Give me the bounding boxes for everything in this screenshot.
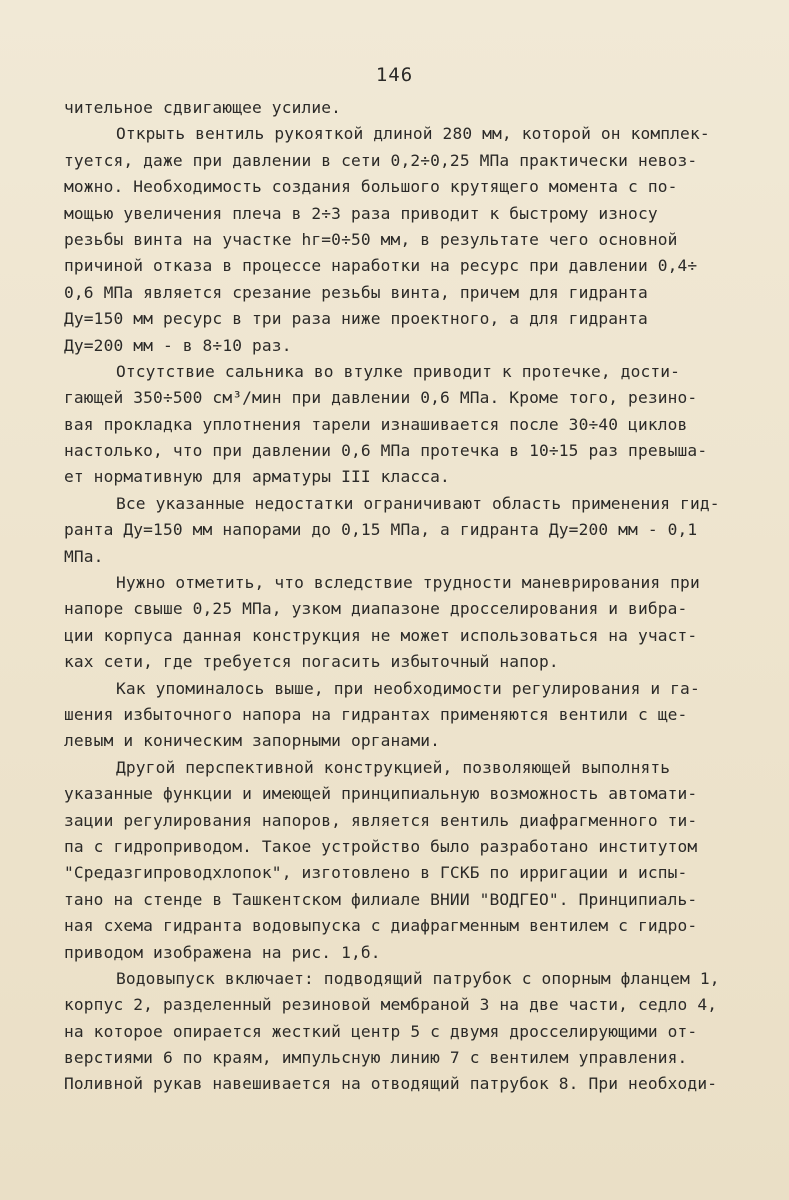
text-line: Другой перспективной конструкцией, позволяющей выполнять (116, 757, 671, 777)
text-line: приводом изображена на рис. 1,б. (64, 942, 381, 962)
text-line: чительное сдвигающее усилие. (64, 98, 342, 117)
text-line: МПа. (64, 546, 104, 566)
text-line: резьбы винта на участке hг=0÷50 мм, в результате чего основной (64, 229, 678, 249)
body-text (64, 95, 754, 1098)
text-line: ции корпуса данная конструкция не может использоваться на участ- (64, 625, 698, 645)
text-line: Водовыпуск включает: подводящий патрубок с опорным фланцем 1, (116, 968, 720, 988)
text-line: гающей 350÷500 см³/мин при давлении 0,6 МПа. Кроме того, резино- (64, 388, 698, 408)
text-line: корпус 2, разделенный резиновой мембраной 3 на две части, седло 4, (64, 995, 718, 1015)
text-line: верстиями 6 по краям, импульсную линию 7 с вентилем управления. (64, 1048, 688, 1068)
text-line: Все указанные недостатки ограничивают область применения гид- (116, 493, 720, 513)
text-line: на которое опирается жесткий центр 5 с двумя дросселирующими от- (64, 1021, 698, 1041)
text-line: шения избыточного напора на гидрантах применяются вентили с ще- (64, 704, 688, 724)
text-line: Ду=150 мм ресурс в три раза ниже проектного, а для гидранта (64, 309, 648, 329)
text-line: мощью увеличения плеча в 2÷3 раза приводит к быстрому износу (64, 203, 658, 223)
text-line: ная схема гидранта водовыпуска с диафрагменным вентилем с гидро- (64, 916, 698, 936)
text-line: указанные функции и имеющей принципиальную возможность автомати- (64, 784, 698, 804)
text-line: тано на стенде в Ташкентском филиале ВНИИ "ВОДГЕО". Принципиаль- (64, 889, 698, 909)
text-line: Как упоминалось выше, при необходимости регулирования и га- (116, 678, 700, 698)
text-line: туется, даже при давлении в сети 0,2÷0,25 МПа практически невоз- (64, 150, 698, 170)
text-line: напоре свыше 0,25 МПа, узком диапазоне дросселирования и вибра- (64, 599, 688, 619)
text-line: 0,6 МПа является срезание резьбы винта, причем для гидранта (64, 282, 648, 302)
text-line: левым и коническим запорными органами. (64, 731, 441, 751)
text-line: Отсутствие сальника во втулке приводит к протечке, дости- (116, 361, 681, 381)
text-line: "Средазгипроводхлопок", изготовлено в ГСКБ по ирригации и испы- (64, 863, 688, 883)
text-line: ет нормативную для арматуры III класса. (64, 467, 450, 487)
text-line: можно. Необходимость создания большого крутящего момента с по- (64, 177, 678, 197)
text-line: причиной отказа в процессе наработки на ресурс при давлении 0,4÷ (64, 256, 698, 276)
text-line: ранта Ду=150 мм напорами до 0,15 МПа, а гидранта Ду=200 мм - 0,1 (64, 520, 698, 540)
text-line: па с гидроприводом. Такое устройство было разработано институтом (64, 836, 698, 856)
text-line: ках сети, где требуется погасить избыточный напор. (64, 652, 559, 672)
text-line: настолько, что при давлении 0,6 МПа протечка в 10÷15 раз превыша- (64, 441, 708, 461)
text-line: Нужно отметить, что вследствие трудности маневрирования при (116, 573, 700, 593)
text-line: Ду=200 мм - в 8÷10 раз. (64, 335, 292, 355)
text-line: Поливной рукав навешивается на отводящий патрубок 8. При необходи- (64, 1074, 718, 1094)
page-number: 146 (375, 64, 414, 86)
text-line: зации регулирования напоров, является вентиль диафрагменного ти- (64, 810, 698, 830)
text-line: вая прокладка уплотнения тарели изнашивается после 30÷40 циклов (64, 414, 688, 434)
text-line: Открыть вентиль рукояткой длиной 280 мм, которой он комплек- (116, 124, 710, 144)
